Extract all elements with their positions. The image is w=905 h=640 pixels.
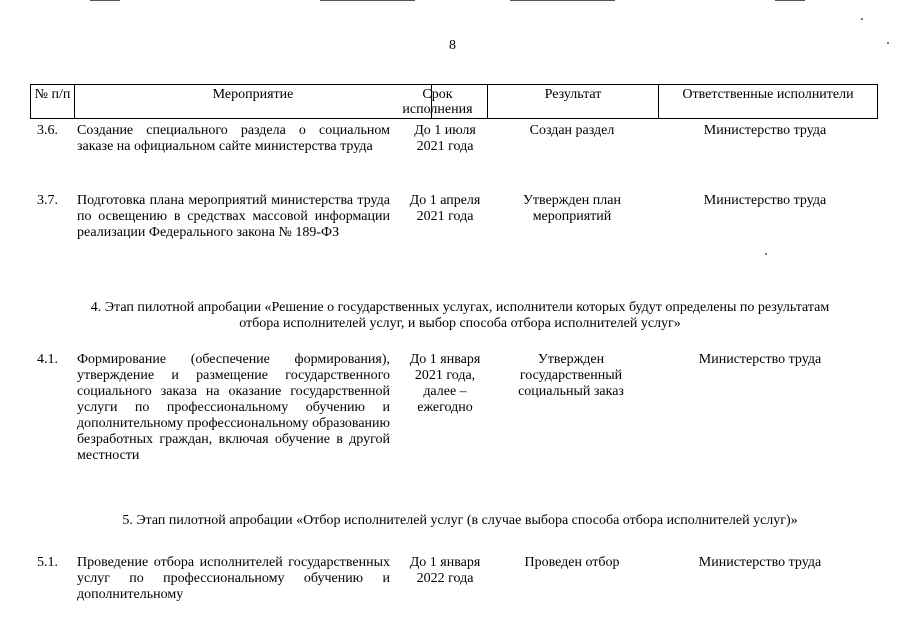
row-event: Проведение отбора исполнителей государственных услуг по профессиональному обучению и дополнительному (77, 555, 390, 602)
page-number: 8 (449, 38, 456, 53)
stage-4-line-1: 4. Этап пилотной апробации «Решение о государственных услугах, исполнители которых будут определены по результатам (90, 300, 830, 315)
row-number: 3.7. (37, 193, 58, 208)
row-term: До 1 января 2021 года, далее – ежегодно (409, 352, 481, 415)
header-event: Мероприятие (75, 85, 432, 118)
header-responsible: Ответственные исполнители (682, 87, 854, 102)
table-header (30, 84, 878, 119)
header-num: № п/п (31, 85, 75, 118)
scan-speck (765, 253, 767, 255)
row-responsible: Министерство труда (698, 352, 822, 367)
scan-speck (861, 18, 863, 20)
header-result: Результат (488, 85, 659, 118)
stage-5-heading (40, 513, 880, 529)
row-result: Создан раздел (529, 123, 615, 138)
top-rule (320, 0, 415, 1)
row-responsible: Министерство труда (698, 555, 822, 570)
row-result: Утвержден план мероприятий (523, 193, 621, 224)
row-result: Утвержден государственный социальный заказ (518, 352, 624, 399)
row-responsible: Министерство труда (703, 193, 827, 208)
row-term: До 1 января 2022 года (409, 555, 481, 586)
row-number: 3.6. (37, 123, 58, 138)
row-event: Создание специального раздела о социальном заказе на официальном сайте министерства труда (77, 123, 390, 154)
top-rule (90, 0, 120, 1)
row-number: 5.1. (37, 555, 58, 570)
stage-4-line-2: отбора исполнителей услуг, и выбор способа отбора исполнителей услуг» (239, 316, 681, 331)
stage-4-heading (40, 300, 880, 332)
row-event: Формирование (обеспечение формирования), утверждение и размещение государственного социального заказа на оказание государственной услуги по профессиональному обучению и дополнительному профессиональному образованию безработных граждан, включая обучение в другой местности (77, 352, 390, 463)
row-term: До 1 апреля 2021 года (409, 193, 481, 224)
row-term: До 1 июля 2021 года (414, 123, 476, 154)
row-event: Подготовка плана мероприятий министерства труда по освещению в средствах массовой информации реализации Федерального закона № 189-ФЗ (77, 193, 390, 240)
header-term: Срок исполнения (388, 85, 488, 118)
row-number: 4.1. (37, 352, 58, 367)
stage-5-line-1: 5. Этап пилотной апробации «Отбор исполнителей услуг (в случае выбора способа отбора исполнителей услуг)» (122, 513, 798, 528)
row-responsible: Министерство труда (703, 123, 827, 138)
scan-speck (887, 42, 889, 44)
top-rule (775, 0, 805, 1)
top-rule (510, 0, 615, 1)
row-result: Проведен отбор (524, 555, 620, 570)
